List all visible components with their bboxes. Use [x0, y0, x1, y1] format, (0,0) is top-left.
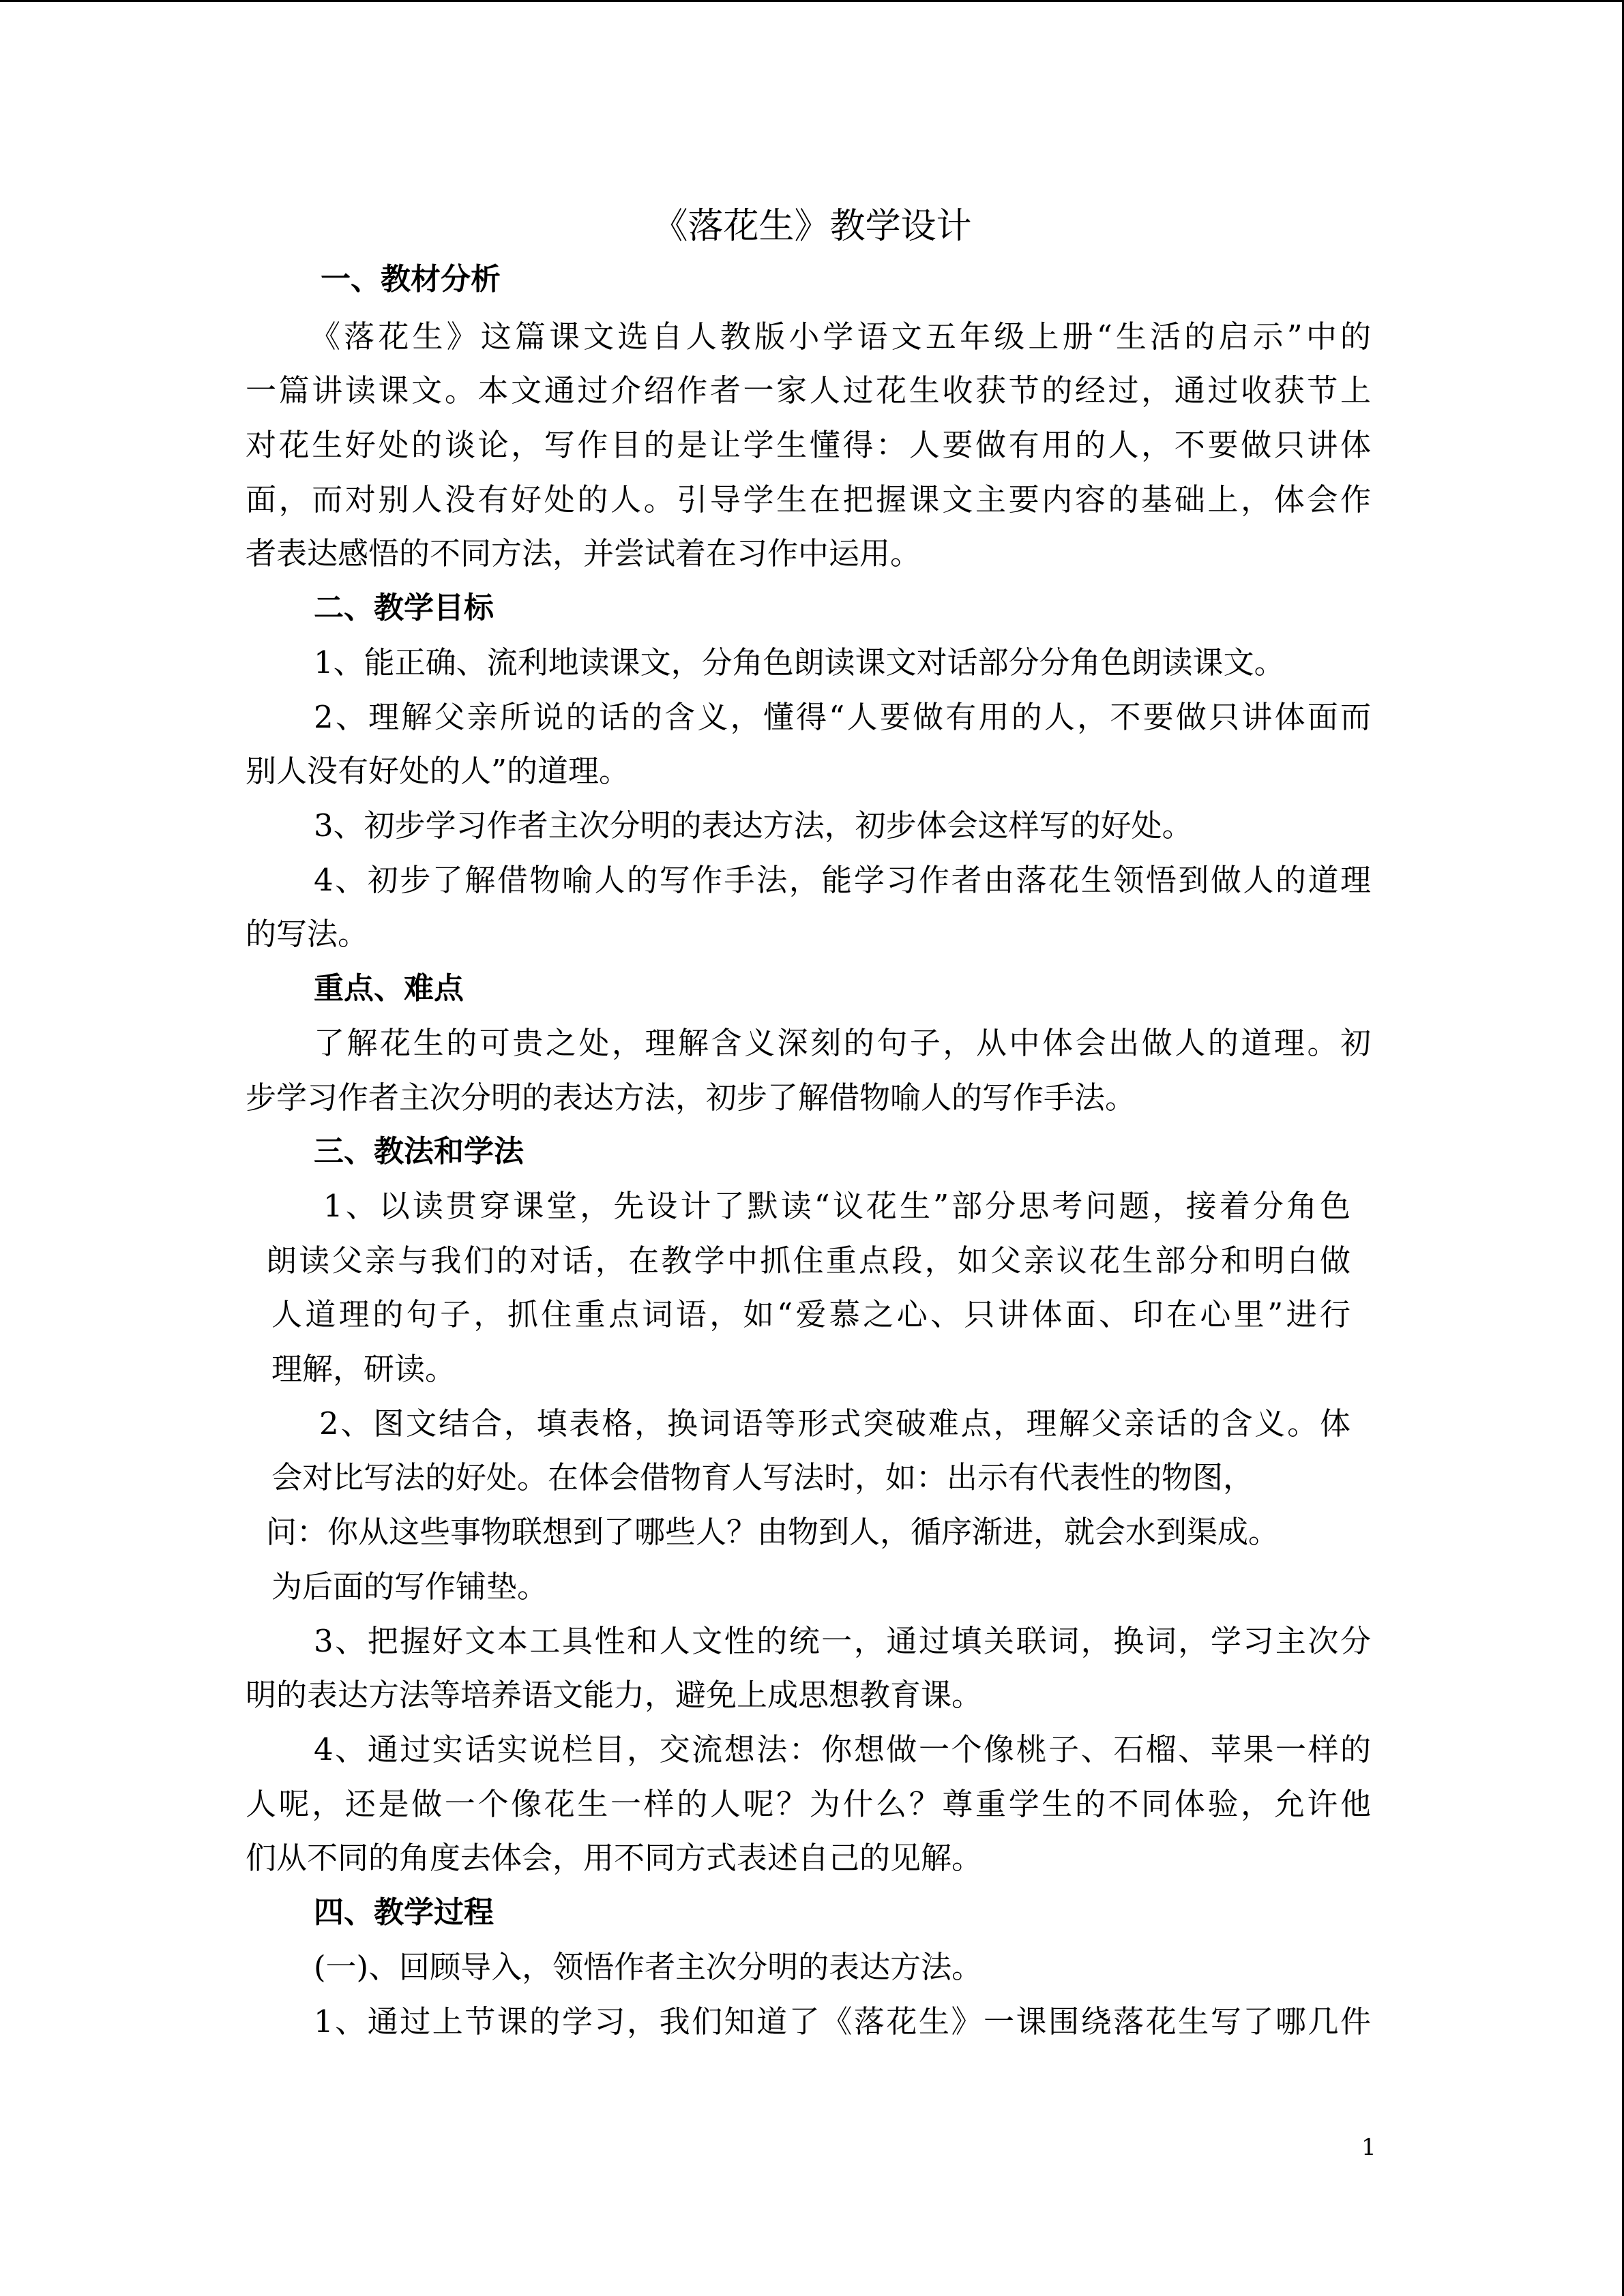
text-line: 对花生好处的谈论，写作目的是让学生懂得：人要做有用的人，不要做只讲体	[246, 427, 1371, 463]
text-line: 步学习作者主次分明的表达方法，初步了解借物喻人的写作手法。	[246, 1079, 1136, 1116]
text-line: 为后面的写作铺垫。	[271, 1568, 548, 1605]
text-line: 朗读父亲与我们的对话，在教学中抓住重点段，如父亲议花生部分和明白做	[266, 1242, 1350, 1279]
section-heading: 一、教材分析	[321, 262, 501, 297]
text-line: 问：你从这些事物联想到了哪些人？由物到人，循序渐进，就会水到渠成。	[266, 1514, 1280, 1550]
text-line: 3、把握好文本工具性和人文性的统一，通过填关联词，换词，学习主次分	[314, 1623, 1371, 1659]
text-line: 人道理的句子，抓住重点词语，如“爱慕之心、只讲体面、印在心里”进行	[271, 1296, 1350, 1332]
text-line: 者表达感悟的不同方法，并尝试着在习作中运用。	[246, 535, 921, 571]
text-line: 了解花生的可贵之处，理解含义深刻的句子，从中体会出做人的道理。初	[314, 1025, 1371, 1061]
document-title: 《落花生》教学设计	[652, 206, 972, 247]
text-line: 理解，研读。	[271, 1351, 456, 1387]
text-line: 《落花生》这篇课文选自人教版小学语文五年级上册“生活的启示”中的	[310, 318, 1371, 355]
text-line: (一)、回顾导入，领悟作者主次分明的表达方法。	[314, 1949, 983, 1985]
text-line: 明的表达方法等培养语文能力，避免上成思想教育课。	[246, 1677, 983, 1713]
text-line: 一篇讲读课文。本文通过介绍作者一家人过花生收获节的经过，通过收获节上	[246, 372, 1371, 408]
text-line: 1、以读贯穿课堂，先设计了默读“议花生”部分思考问题，接着分角色	[323, 1188, 1350, 1224]
text-line: 2、图文结合，填表格，换词语等形式突破难点，理解父亲话的含义。体	[319, 1405, 1350, 1442]
text-line: 1、能正确、流利地读课文，分角色朗读课文对话部分分角色朗读课文。	[314, 644, 1285, 681]
text-line: 4、通过实话实说栏目，交流想法：你想做一个像桃子、石榴、苹果一样的	[314, 1731, 1371, 1768]
section-heading: 二、教学目标	[314, 591, 494, 625]
text-line: 人呢，还是做一个像花生一样的人呢？为什么？尊重学生的不同体验，允许他	[246, 1786, 1371, 1822]
text-line: 1、通过上节课的学习，我们知道了《落花生》一课围绕落花生写了哪几件	[314, 2003, 1371, 2040]
text-line: 们从不同的角度去体会，用不同方式表述自己的见解。	[246, 1840, 983, 1876]
section-heading: 重点、难点	[314, 971, 464, 1006]
text-line: 面，而对别人没有好处的人。引导学生在把握课文主要内容的基础上，体会作	[246, 481, 1371, 518]
text-line: 4、初步了解借物喻人的写作手法，能学习作者由落花生领悟到做人的道理	[314, 862, 1371, 898]
section-heading: 四、教学过程	[314, 1895, 494, 1930]
text-line: 会对比写法的好处。在体会借物育人写法时，如：出示有代表性的物图，	[271, 1459, 1254, 1495]
section-heading: 三、教法和学法	[314, 1134, 524, 1169]
text-line: 的写法。	[246, 916, 369, 952]
page-number: 1	[1361, 2134, 1376, 2161]
text-line: 3、初步学习作者主次分明的表达方法，初步体会这样写的好处。	[314, 807, 1193, 844]
text-line: 别人没有好处的人”的道理。	[246, 753, 630, 789]
text-line: 2、理解父亲所说的话的含义，懂得“人要做有用的人，不要做只讲体面而	[314, 699, 1371, 735]
